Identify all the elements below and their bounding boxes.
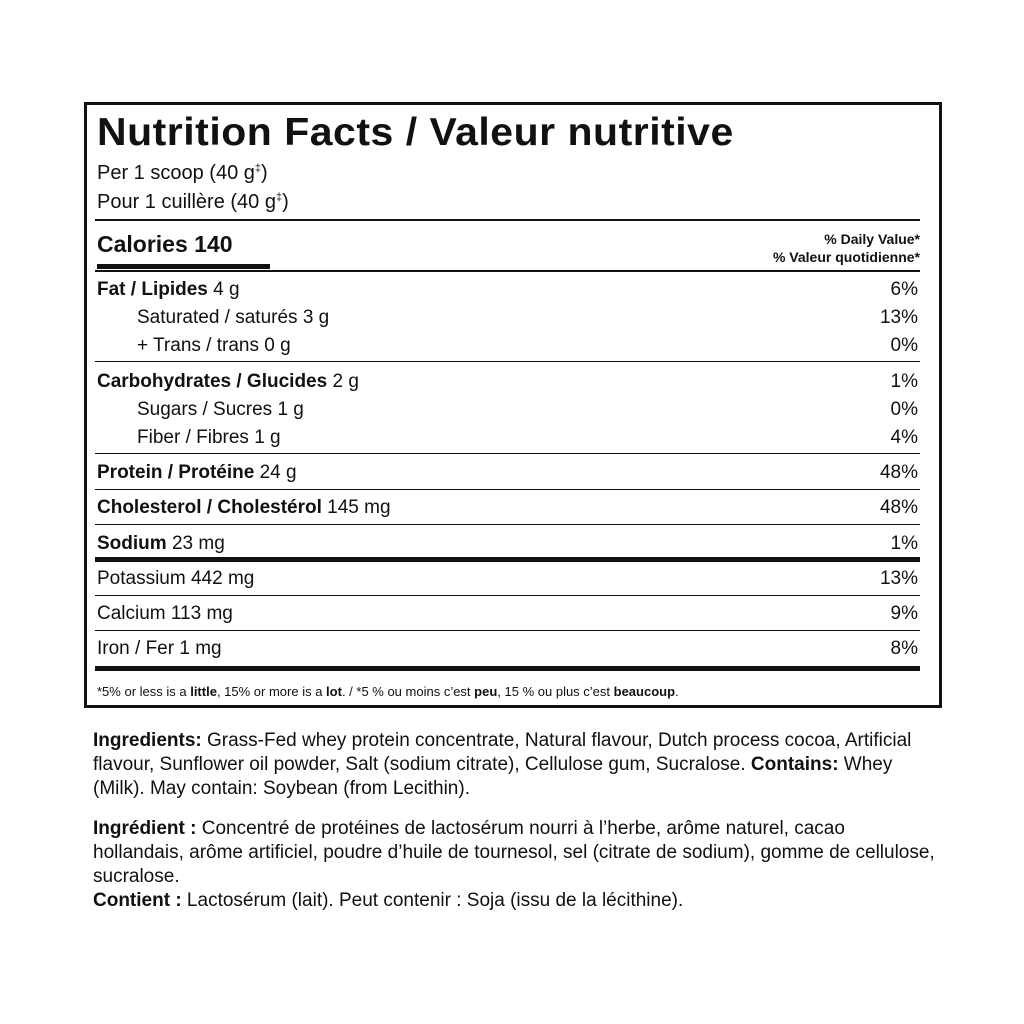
divider xyxy=(95,453,920,454)
ingredients-english: Ingredients: Grass-Fed whey protein concentrate, Natural flavour, Dutch process cocoa, Artificial flavour, Sunflower oil powder, Salt (sodium citrate), Cellulose gum, Sucralose. Contains: Whey (Milk). May contain: Soybean (from Lecithin). xyxy=(93,730,912,799)
divider xyxy=(95,361,920,362)
divider xyxy=(95,489,920,490)
nutrient-row-sodium: Sodium 23 mg 1% xyxy=(97,533,918,554)
divider xyxy=(95,524,920,525)
nutrient-row-protein: Protein / Protéine 24 g 48% xyxy=(97,462,918,483)
daily-value-pct: 13% xyxy=(879,568,918,589)
nutrient-row-fat: Fat / Lipides 4 g 6% xyxy=(97,279,918,300)
nutrient-row-trans: + Trans / trans 0 g 0% xyxy=(137,335,918,356)
divider xyxy=(95,595,920,596)
thick-divider xyxy=(95,666,920,671)
nutrient-row-carbohydrates: Carbohydrates / Glucides 2 g 1% xyxy=(97,371,918,392)
divider xyxy=(95,630,920,631)
daily-value-en: % Daily Value* xyxy=(824,231,920,247)
daily-value-pct: 1% xyxy=(890,371,918,392)
daily-value-pct: 8% xyxy=(890,638,918,659)
daily-value-pct: 1% xyxy=(890,533,918,554)
daily-value-pct: 4% xyxy=(890,427,918,448)
daily-value-pct: 0% xyxy=(890,335,918,356)
nutrient-row-calcium: Calcium 113 mg 9% xyxy=(97,603,918,624)
ingredients-french: Ingrédient : Concentré de protéines de lactosérum nourri à l’herbe, arôme naturel, cacao hollandais, arôme artificiel, poudre d’huile de tournesol, sel (citrate de sodium), gomme de cellulose, sucralose. Contient : Lactosérum (lait). Peut contenir : Soja (issu de la lécithine). xyxy=(93,818,935,911)
nutrient-row-iron: Iron / Fer 1 mg 8% xyxy=(97,638,918,659)
daily-value-header xyxy=(773,230,920,266)
daily-value-pct: 48% xyxy=(879,462,918,483)
divider xyxy=(95,270,920,272)
nutrient-row-cholesterol: Cholesterol / Cholestérol 145 mg 48% xyxy=(97,497,918,518)
daily-value-pct: 6% xyxy=(890,279,918,300)
daily-value-fr: % Valeur quotidienne* xyxy=(772,249,920,265)
calories-value: Calories 140 xyxy=(97,231,233,257)
daily-value-pct: 0% xyxy=(890,399,918,420)
nutrition-facts-panel xyxy=(84,102,942,708)
nutrient-row-sugars: Sugars / Sucres 1 g 0% xyxy=(137,399,918,420)
serving-size-fr: Pour 1 cuillère (40 g‡) xyxy=(97,191,289,213)
thick-divider xyxy=(95,557,920,562)
nutrient-row-potassium: Potassium 442 mg 13% xyxy=(97,568,918,589)
daily-value-pct: 9% xyxy=(890,603,918,624)
daily-value-pct: 13% xyxy=(879,307,918,328)
panel-title: Nutrition Facts / Valeur nutritive xyxy=(97,111,734,154)
nutrient-row-saturated: Saturated / saturés 3 g 13% xyxy=(137,307,918,328)
nutrient-row-fiber: Fiber / Fibres 1 g 4% xyxy=(137,427,918,448)
serving-size-en: Per 1 scoop (40 g‡) xyxy=(97,162,268,184)
calories-underline xyxy=(97,264,270,269)
daily-value-pct: 48% xyxy=(879,497,918,518)
daily-value-footnote: *5% or less is a little, 15% or more is a lot. / *5 % ou moins c’est peu, 15 % ou plus c’est beaucoup. xyxy=(97,684,679,699)
divider xyxy=(95,219,920,221)
